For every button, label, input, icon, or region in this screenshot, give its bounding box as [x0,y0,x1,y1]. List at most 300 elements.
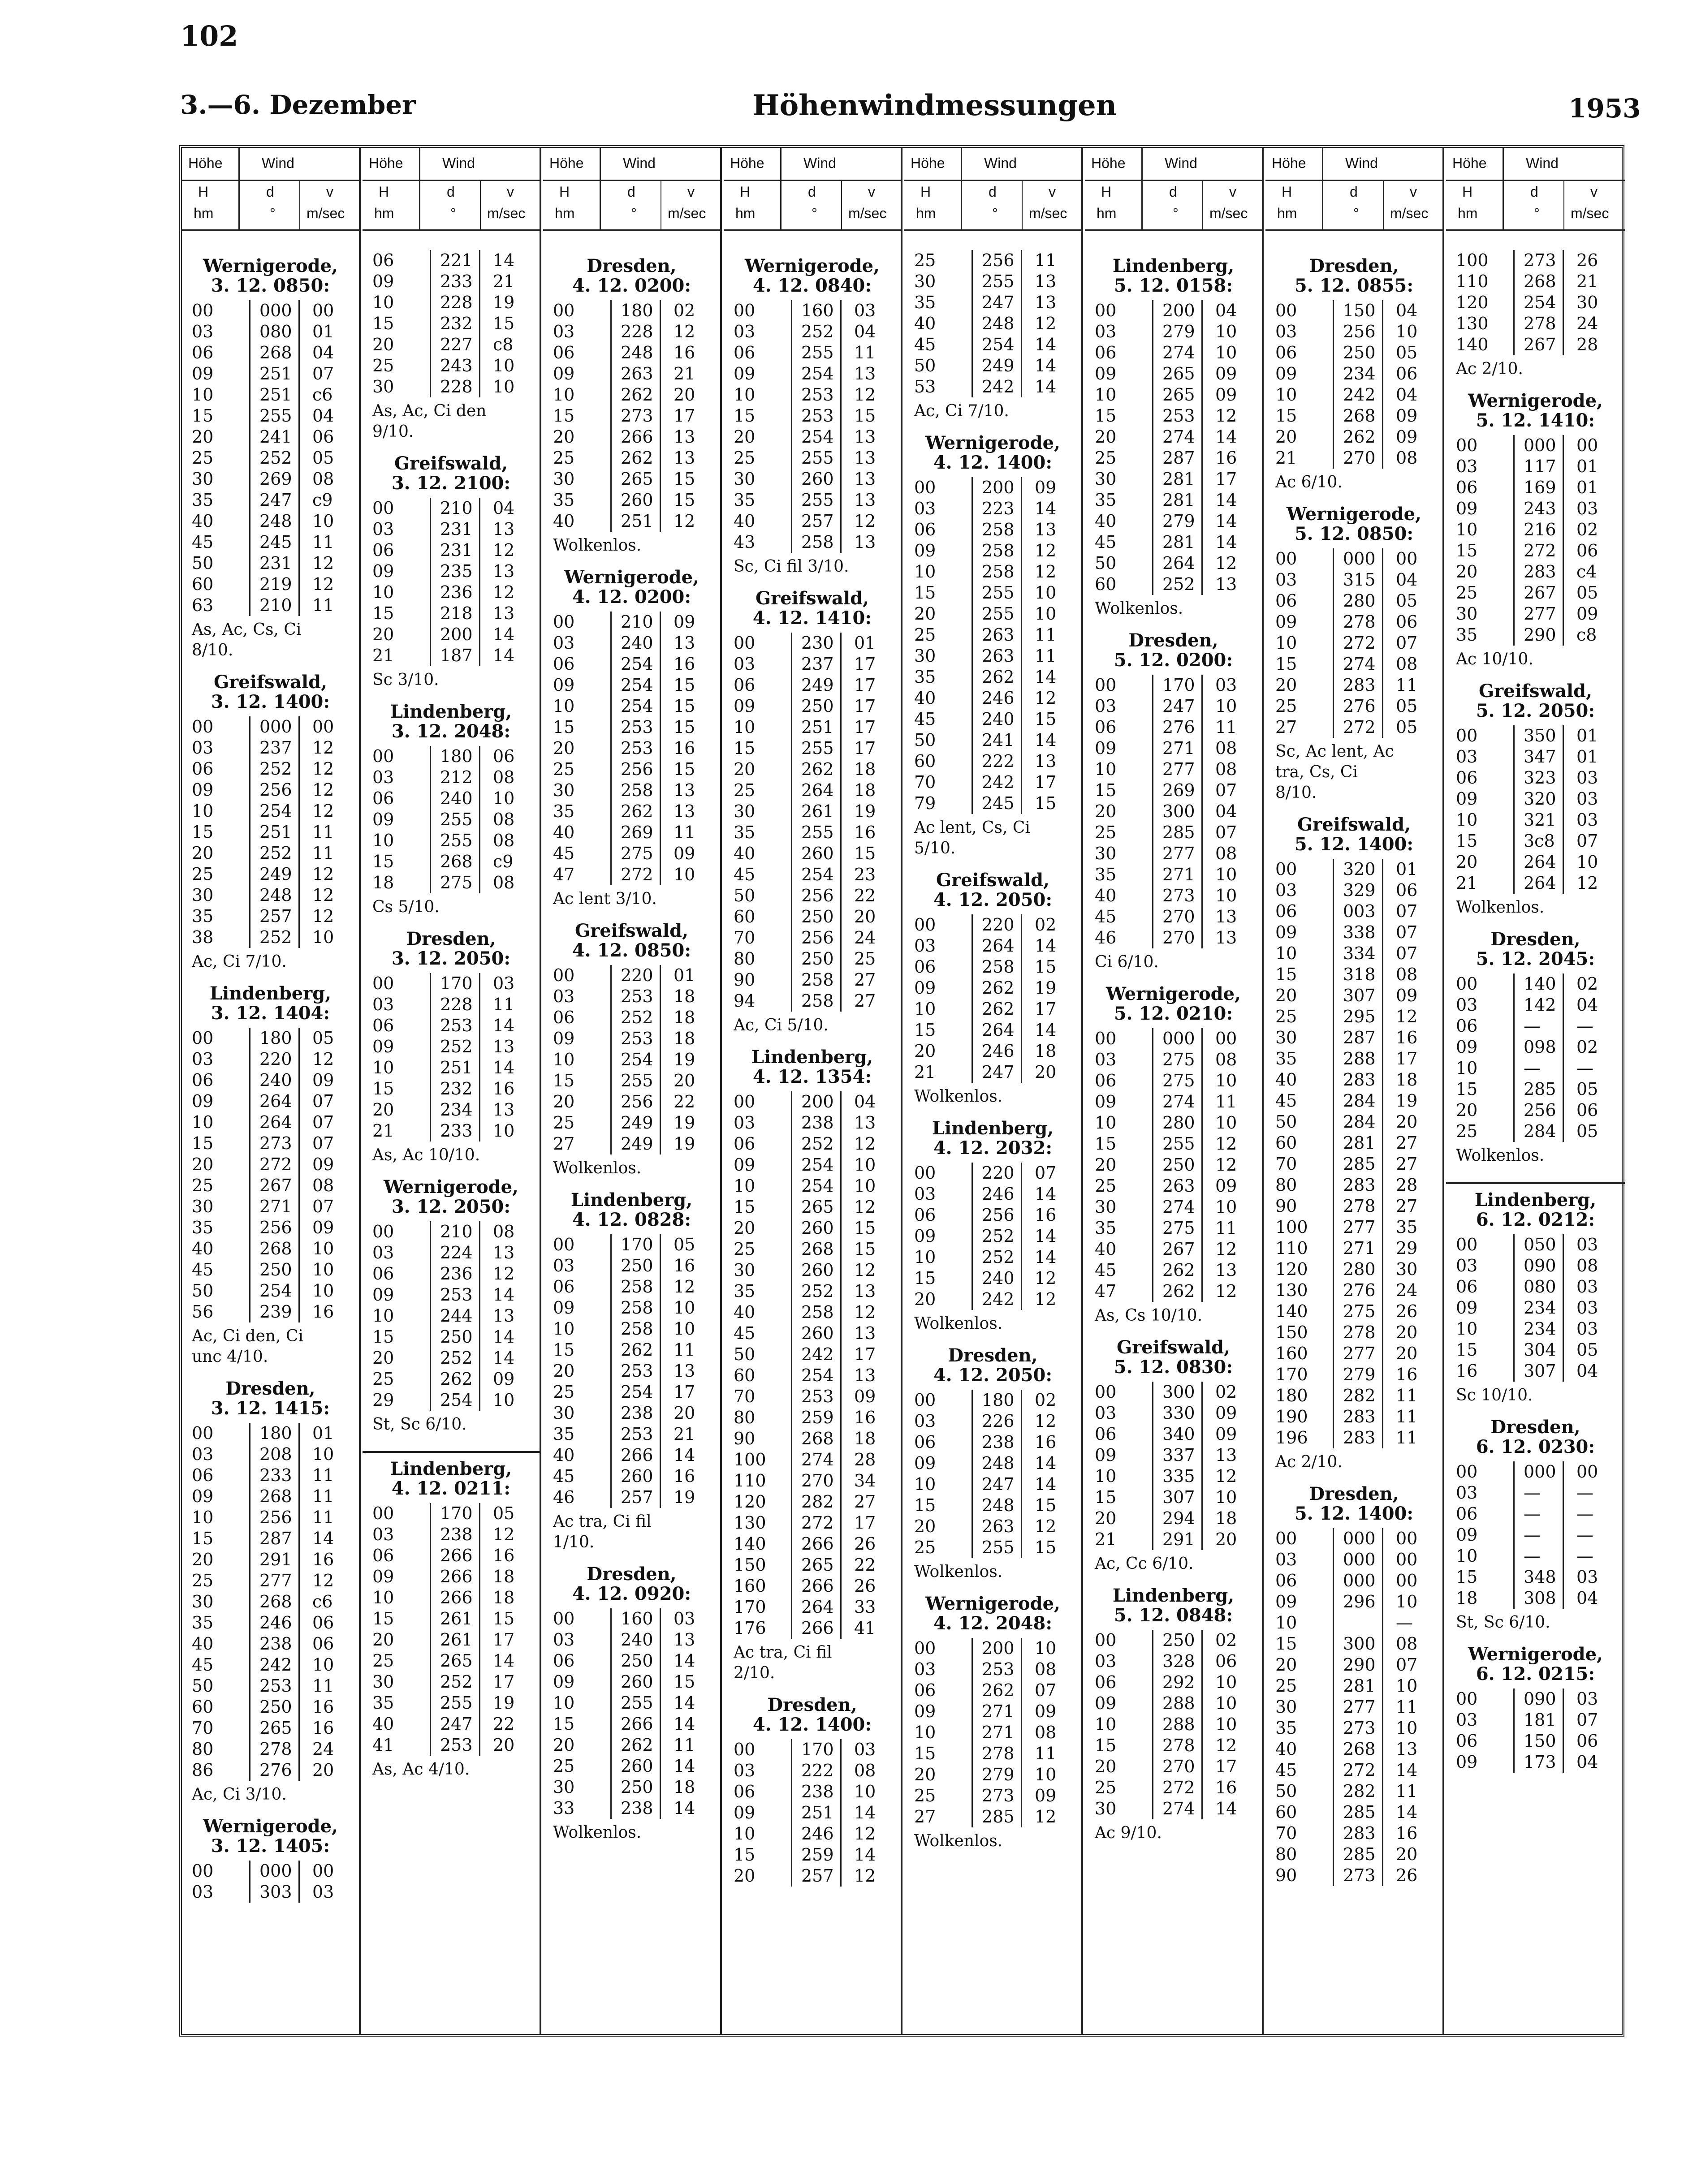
height-value: 15 [372,314,394,333]
height-value: 10 [1456,1058,1478,1078]
speed-value: 20 [479,1735,514,1756]
speed-value: 16 [660,1466,695,1487]
cloud-note: Wolkenlos. [1456,898,1545,917]
cloud-note: Wolkenlos. [914,1314,1003,1333]
speed-value: 02 [1021,1390,1056,1411]
direction-value: 262 [972,667,1015,688]
measurement-row [904,1453,1081,1474]
station-title: Dresden, 4. 12. 0200: [572,255,691,296]
height-value: 35 [914,667,936,687]
direction-value: 252 [430,1036,473,1057]
measurement-row [182,1175,359,1196]
direction-value: 308 [1513,1588,1556,1609]
measurement-row [363,1284,540,1305]
speed-value: 14 [1201,511,1237,532]
direction-value: 304 [1513,1340,1556,1361]
height-value: 09 [1275,1592,1297,1611]
height-value: 00 [1095,301,1117,320]
measurement-row [1265,675,1442,696]
height-value: 10 [1275,1613,1297,1633]
speed-value: 17 [840,1512,876,1534]
direction-value: 256 [791,885,834,906]
measurement-row [724,321,901,342]
speed-value: 14 [479,624,514,645]
height-value: 06 [734,1134,756,1154]
height-value: 35 [1095,490,1117,510]
measurement-row [1265,1823,1442,1844]
height-value: 10 [1095,385,1117,405]
measurement-row [182,1861,359,1882]
direction-value: 268 [249,342,292,363]
unit-label: m/sec [307,205,345,221]
height-value: 190 [1275,1407,1308,1426]
unit-label: v [687,184,695,200]
column-body [904,250,1081,1857]
measurement-row [904,667,1081,688]
direction-value: 283 [1333,1823,1376,1844]
height-value: 30 [1095,469,1117,489]
height-value: 21 [372,1121,394,1141]
direction-value: 264 [1513,852,1556,873]
height-value: 60 [1095,574,1117,594]
speed-value: 14 [840,1844,876,1865]
direction-value: 257 [610,1487,653,1508]
measurement-row [543,717,720,738]
height-value: 25 [372,356,394,375]
direction-value: 272 [1333,633,1376,654]
speed-value: 05 [1382,342,1417,363]
speed-value: 04 [298,342,334,363]
height-value: 03 [192,1882,214,1902]
direction-value: 255 [610,1693,653,1714]
direction-value: 274 [1152,1091,1195,1112]
measurement-row [182,405,359,426]
direction-value: 237 [791,654,834,675]
speed-value: 10 [1201,342,1237,363]
height-value: 35 [192,490,214,510]
height-value: 45 [734,865,756,884]
direction-value: 271 [1333,1238,1376,1259]
speed-value: 09 [1382,426,1417,448]
direction-value: 252 [610,1007,653,1028]
cloud-note: Wolkenlos. [553,1823,642,1842]
height-value: 60 [192,1697,214,1717]
speed-value: 07 [1382,633,1417,654]
speed-value: 07 [1382,901,1417,922]
station-title: Greifswald, 5. 12. 2050: [1476,681,1595,721]
station-column [363,148,541,2034]
measurement-row [363,809,540,830]
direction-value: 262 [430,1369,473,1390]
direction-value: 254 [249,801,292,822]
height-value: 09 [1095,364,1117,383]
direction-value: 253 [972,1659,1015,1680]
speed-value: 11 [1201,1218,1237,1239]
measurement-row [363,1305,540,1327]
height-value: 20 [553,738,575,758]
height-value: 27 [914,1807,936,1826]
speed-value: 12 [479,540,514,561]
measurement-row [1085,1466,1262,1487]
measurement-row [904,561,1081,582]
height-value: 15 [372,1079,394,1098]
speed-value: 17 [660,405,695,426]
station-title: Lindenberg, 4. 12. 2032: [932,1118,1054,1159]
measurement-row [543,511,720,532]
speed-value: 14 [1021,1453,1056,1474]
speed-value: 16 [298,1697,334,1718]
measurement-row [1446,725,1625,746]
height-value: 20 [1095,1155,1117,1175]
measurement-row [363,1015,540,1036]
speed-value: 20 [840,906,876,927]
speed-value: 07 [1563,831,1598,852]
measurement-row [182,1280,359,1301]
height-value: 18 [1456,1588,1478,1608]
speed-value: 12 [1382,1006,1417,1027]
height-value: 10 [1275,633,1297,653]
height-value: 09 [734,1803,756,1822]
height-value: 25 [1456,583,1478,603]
direction-value: 253 [791,405,834,426]
height-value: 06 [372,1016,394,1035]
speed-value: 12 [1201,405,1237,426]
measurement-row [182,1465,359,1486]
speed-value: 15 [479,1608,514,1629]
measurement-row [1265,612,1442,633]
height-value: 90 [1275,1865,1297,1885]
speed-value: 24 [1382,1280,1417,1301]
speed-value: 09 [840,1386,876,1407]
height-value: 20 [553,427,575,447]
speed-value: 13 [660,448,695,469]
unit-label: H [1101,184,1112,200]
unit-label: H [198,184,209,200]
speed-value: 12 [298,780,334,801]
direction-value: 255 [791,448,834,469]
speed-value: 27 [1382,1154,1417,1175]
height-value: 30 [372,1672,394,1692]
direction-value: 267 [1513,582,1556,603]
direction-value: 278 [1513,313,1556,334]
speed-value: 01 [1382,859,1417,880]
measurement-row [182,1507,359,1528]
station-title: Greifswald, 3. 12. 1400: [211,672,330,712]
speed-value: 06 [298,1612,334,1633]
height-value: 10 [372,293,394,312]
speed-value: 11 [1382,1781,1417,1802]
height-value: 40 [1275,1070,1297,1090]
height-value: 25 [1275,696,1297,716]
direction-value: 254 [972,334,1015,355]
measurement-row [1085,1735,1262,1756]
measurement-row [543,965,720,986]
measurement-row [182,532,359,553]
direction-value: 256 [249,1217,292,1238]
speed-value: 10 [298,1238,334,1259]
height-value: 15 [1275,654,1297,674]
direction-value: 251 [791,1802,834,1823]
speed-value: 13 [1201,1445,1237,1466]
speed-value: 04 [1201,300,1237,321]
direction-value: 247 [972,1474,1015,1495]
speed-value: 15 [840,405,876,426]
measurement-row [1446,1037,1625,1058]
unit-label: d [1350,184,1358,200]
measurement-row [724,969,901,991]
speed-value: 04 [840,321,876,342]
direction-value: 255 [430,830,473,851]
speed-value: 18 [1382,1069,1417,1090]
direction-value: 287 [1152,448,1195,469]
direction-value: 274 [1333,654,1376,675]
height-value: 03 [372,1243,394,1262]
direction-value: 234 [1513,1318,1556,1340]
direction-value: 256 [791,927,834,948]
direction-value: 254 [791,1365,834,1386]
direction-value: 254 [791,426,834,448]
measurement-row [363,250,540,271]
speed-value: 12 [840,1302,876,1323]
height-value: 09 [192,364,214,383]
speed-value: 16 [1382,1364,1417,1385]
measurement-row [1446,250,1625,271]
measurement-row [543,1361,720,1382]
direction-value: 252 [249,927,292,948]
measurement-row [182,300,359,321]
speed-value: 12 [840,384,876,405]
measurement-row [363,334,540,355]
height-value: 06 [914,520,936,539]
direction-value: 263 [972,1516,1015,1537]
measurement-row [543,759,720,780]
direction-value: 170 [610,1234,653,1255]
speed-value: 18 [1201,1508,1237,1529]
height-value: 46 [553,1487,575,1507]
height-value: 140 [734,1534,766,1554]
measurement-row [182,1028,359,1049]
unit-label: ° [1534,205,1540,221]
direction-value: 265 [430,1650,473,1671]
direction-value: 268 [791,1239,834,1260]
speed-value: 03 [1563,1318,1598,1340]
speed-value: 21 [1563,271,1598,292]
height-value: 10 [914,1474,936,1494]
column-header [1446,148,1625,231]
height-value: 03 [1095,322,1117,341]
height-value: 40 [1275,1739,1297,1759]
speed-value: 03 [1563,1567,1598,1588]
height-value: 30 [914,271,936,291]
measurement-row [543,1608,720,1629]
direction-value: 273 [1152,885,1195,906]
speed-value: 14 [479,1348,514,1369]
measurement-row [904,477,1081,498]
height-value: 03 [553,1630,575,1650]
measurement-row [724,1407,901,1428]
direction-value: 294 [1152,1508,1195,1529]
direction-value: 268 [1333,1739,1376,1760]
measurement-row [543,1777,720,1798]
height-value: 00 [734,633,756,653]
cloud-note: St, Sc 6/10. [372,1415,467,1434]
speed-value: 12 [1201,1239,1237,1260]
measurement-row [182,906,359,927]
speed-value: 13 [840,448,876,469]
speed-value: 07 [298,363,334,384]
measurement-row [904,1638,1081,1659]
direction-value: 238 [610,1798,653,1819]
direction-value: 252 [791,1281,834,1302]
measurement-row [182,490,359,511]
height-value: 53 [914,377,936,396]
speed-value: 10 [1201,1714,1237,1735]
height-value: 30 [553,469,575,489]
speed-value: 04 [1201,801,1237,822]
speed-value: 10 [1382,1591,1417,1612]
height-value: 09 [1456,1298,1478,1318]
speed-value: 12 [1563,873,1598,894]
measurement-row [363,1348,540,1369]
height-value: 30 [1095,844,1117,863]
speed-value: 00 [1201,1028,1237,1049]
height-value: 06 [914,1680,936,1700]
direction-value: 283 [1333,675,1376,696]
header-divider [841,181,842,229]
station-title: Wernigerode, 4. 12. 2048: [925,1593,1060,1634]
direction-value: 250 [610,1777,653,1798]
measurement-row [182,1070,359,1091]
speed-value: 08 [479,872,514,893]
measurement-row [543,1007,720,1028]
height-value: 06 [914,957,936,977]
measurement-row [724,759,901,780]
speed-value: 13 [660,633,695,654]
direction-value: 264 [1513,873,1556,894]
speed-value: 12 [660,1276,695,1297]
height-value: 15 [1095,1736,1117,1755]
speed-value: 10 [298,1444,334,1465]
speed-value: 11 [1021,625,1056,646]
measurement-row [904,1163,1081,1184]
direction-value: 080 [1513,1276,1556,1297]
height-value: 06 [734,343,756,362]
speed-value: 15 [660,717,695,738]
measurement-row [543,843,720,864]
measurement-row [1085,927,1262,948]
measurement-row [363,603,540,624]
direction-value: 250 [610,1255,653,1276]
height-value: 86 [192,1760,214,1780]
height-value: 50 [914,730,936,750]
cloud-note: Ac lent, Cs, Ci 5/10. [914,818,1030,857]
direction-value: 281 [1333,1133,1376,1154]
height-value: 40 [1095,511,1117,531]
direction-value: 300 [1152,801,1195,822]
direction-value: 264 [791,1597,834,1618]
direction-value: 200 [430,624,473,645]
measurement-row [724,696,901,717]
height-value: 03 [1095,1651,1117,1671]
measurement-row [1446,1503,1625,1525]
direction-value: 275 [430,872,473,893]
direction-value: 232 [430,1078,473,1099]
height-value: 30 [553,780,575,800]
speed-value: 01 [298,1423,334,1444]
height-value: 30 [914,646,936,666]
direction-value: 270 [1152,1756,1195,1777]
measurement-row [1446,852,1625,873]
measurement-row [724,1302,901,1323]
direction-value: 285 [1333,1154,1376,1175]
station-title: Greifswald, 5. 12. 1400: [1294,814,1414,855]
measurement-row [904,292,1081,313]
speed-value: 14 [1021,1226,1056,1247]
speed-value: — [1563,1058,1593,1079]
measurement-row [724,822,901,843]
direction-value: 253 [610,1424,653,1445]
cloud-note: Ac, Ci 5/10. [734,1016,829,1034]
measurement-row [1446,625,1625,646]
direction-value: 270 [791,1470,834,1491]
direction-value: 223 [972,498,1015,519]
measurement-row [724,448,901,469]
unit-label: d [989,184,997,200]
measurement-row [724,1176,901,1197]
measurement-row [904,1722,1081,1743]
direction-value: 247 [430,1714,473,1735]
measurement-row [543,654,720,675]
direction-value: 272 [1152,1777,1195,1798]
height-value: 06 [734,675,756,695]
speed-value: — [1563,1016,1593,1037]
height-value: 20 [1095,427,1117,447]
direction-value [1333,1612,1343,1633]
measurement-row [1085,448,1262,469]
direction-value: 252 [972,1247,1015,1268]
measurement-row [1265,1570,1442,1591]
direction-value: 274 [1152,342,1195,363]
direction-value: 328 [1152,1651,1195,1672]
height-value: 10 [1456,810,1478,830]
height-value: 09 [372,1567,394,1586]
direction-value: 248 [972,1453,1015,1474]
direction-value: 307 [1152,1487,1195,1508]
unit-label: d [266,184,274,200]
speed-value: 02 [1563,1037,1598,1058]
height-value: 09 [553,1672,575,1692]
direction-value: 250 [1152,1154,1195,1176]
measurement-row [724,1428,901,1449]
measurement-row [904,646,1081,667]
direction-value: 255 [249,405,292,426]
height-value: 20 [192,1550,214,1569]
speed-value: 07 [1021,1680,1056,1701]
height-value: 21 [1456,873,1478,893]
unit-label: v [507,184,514,200]
measurement-row [1446,831,1625,852]
height-value: 110 [734,1471,766,1490]
height-value: 170 [734,1597,766,1617]
measurement-row [182,553,359,574]
measurement-row [904,914,1081,935]
unit-label: H [920,184,931,200]
height-value: 09 [372,1285,394,1305]
speed-value: 13 [840,469,876,490]
direction-value: 276 [1152,717,1195,738]
speed-value: 14 [1021,498,1056,519]
measurement-row [1085,822,1262,843]
